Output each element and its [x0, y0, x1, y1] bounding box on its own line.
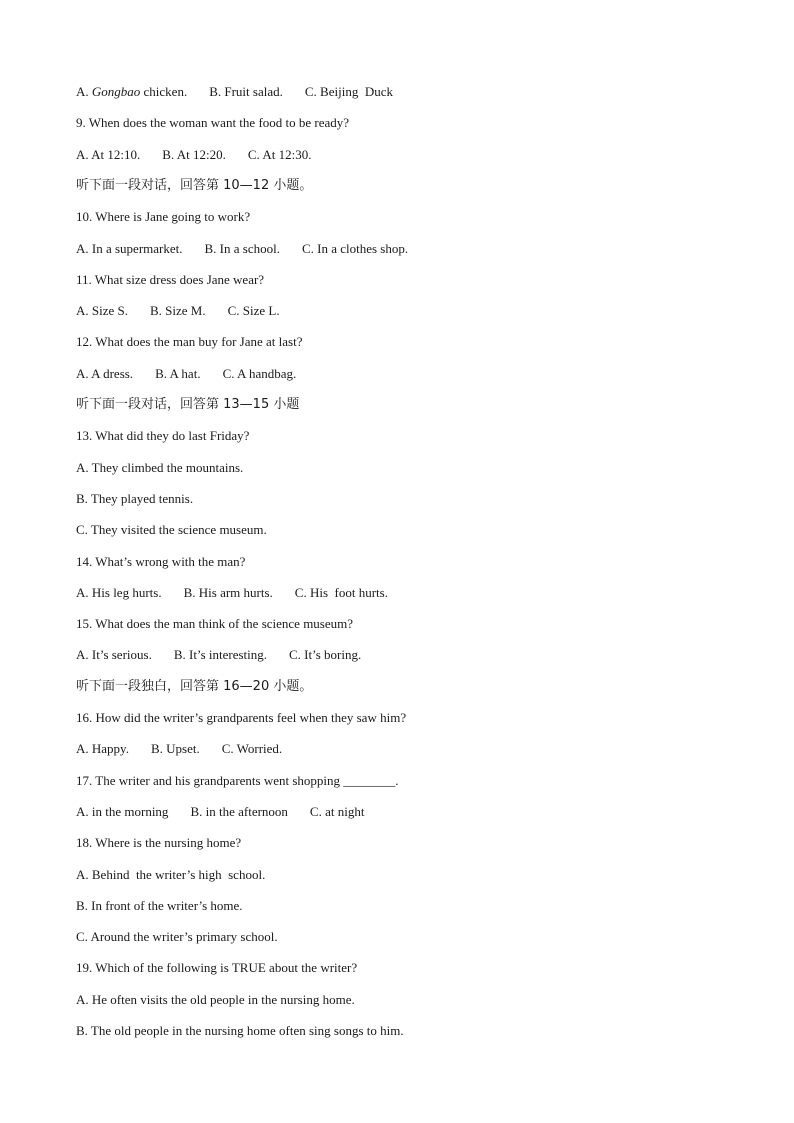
answer-option [76, 84, 187, 100]
answer-option: B. Size M. [150, 303, 206, 319]
answer-option: A. in the morning [76, 803, 169, 819]
answer-option: B. In a school. [204, 240, 280, 256]
answer-option: A. They climbed the mountains. [76, 459, 244, 475]
answer-options-row [76, 147, 311, 163]
answer-option: B. They played tennis. [76, 490, 194, 506]
question-text: 19. Which of the following is TRUE about the writer? [76, 960, 358, 976]
answer-option: C. His foot hurts. [294, 584, 388, 600]
answer-option: A. His leg hurts. [76, 584, 162, 600]
answer-option: A. He often visits the old people in the nursing home. [76, 991, 355, 1007]
answer-options-row [76, 804, 364, 820]
question-text: 16. How did the writer’s grandparents feel when they saw him? [76, 710, 407, 725]
question-text: 17. The writer and his grandparents went shopping ________. [76, 772, 399, 788]
answer-option: A. Behind the writer’s high school. [76, 866, 266, 882]
answer-option: B. At 12:20. [162, 146, 226, 162]
answer-option: C. at night [309, 803, 365, 819]
answer-option: C. A handbag. [222, 365, 297, 381]
answer-options-row [76, 647, 361, 663]
question-text: 14. What’s wrong with the man? [76, 553, 246, 569]
answer-option: A. It’s serious. [76, 647, 152, 663]
section-instruction: 听下面一段对话，回答第 13—15 小题 [76, 397, 300, 412]
answer-option: C. At 12:30. [247, 146, 312, 162]
answer-option: C. Around the writer’s primary school. [76, 929, 278, 945]
section-instruction: 听下面一段对话，回答第 10—12 小题。 [76, 177, 313, 193]
question-text: 11. What size dress does Jane wear? [76, 271, 265, 287]
answer-option: C. They visited the science museum. [76, 522, 267, 538]
answer-option: A. In a supermarket. [76, 240, 183, 256]
answer-option: A. Size S. [76, 303, 128, 319]
answer-option: B. in the afternoon [190, 803, 288, 819]
question-text: 10. Where is Jane going to work? [76, 209, 251, 225]
answer-option: C. Size L. [227, 303, 280, 319]
answer-options-row [76, 741, 282, 757]
question-text: 9. When does the woman want the food to be ready? [76, 115, 350, 131]
option-prefix: A. [76, 84, 92, 99]
answer-option: C. It’s boring. [289, 647, 362, 663]
answer-options-row [76, 241, 408, 257]
section-instruction: 听下面一段独白，回答第 16—20 小题。 [76, 678, 313, 694]
answer-option: B. A hat. [155, 365, 201, 381]
answer-option: B. Upset. [150, 741, 200, 757]
answer-option: A. At 12:10. [76, 146, 141, 162]
answer-options-row [76, 366, 296, 382]
answer-option: C. In a clothes shop. [301, 240, 409, 256]
question-text: 13. What did they do last Friday? [76, 428, 250, 444]
question-text: 18. Where is the nursing home? [76, 835, 242, 851]
question-text: 15. What does the man think of the science museum? [76, 616, 354, 632]
answer-options-row [76, 585, 388, 601]
answer-options-row [76, 303, 280, 319]
option-suffix: chicken. [140, 84, 188, 99]
answer-option: B. In front of the writer’s home. [76, 897, 243, 913]
answer-options-row [76, 84, 393, 100]
question-text: 12. What does the man buy for Jane at last? [76, 334, 303, 350]
answer-option: A. A dress. [76, 365, 134, 381]
answer-option: B. Fruit salad. [209, 84, 283, 99]
answer-option: A. Happy. [76, 741, 129, 757]
answer-option: B. His arm hurts. [183, 584, 273, 600]
answer-option: C. Worried. [221, 741, 283, 757]
option-italic-word: Gongbao [91, 84, 141, 99]
answer-option: C. Beijing Duck [304, 84, 393, 99]
answer-option: B. It’s interesting. [173, 647, 268, 663]
answer-option: B. The old people in the nursing home often sing songs to him. [76, 1023, 404, 1038]
